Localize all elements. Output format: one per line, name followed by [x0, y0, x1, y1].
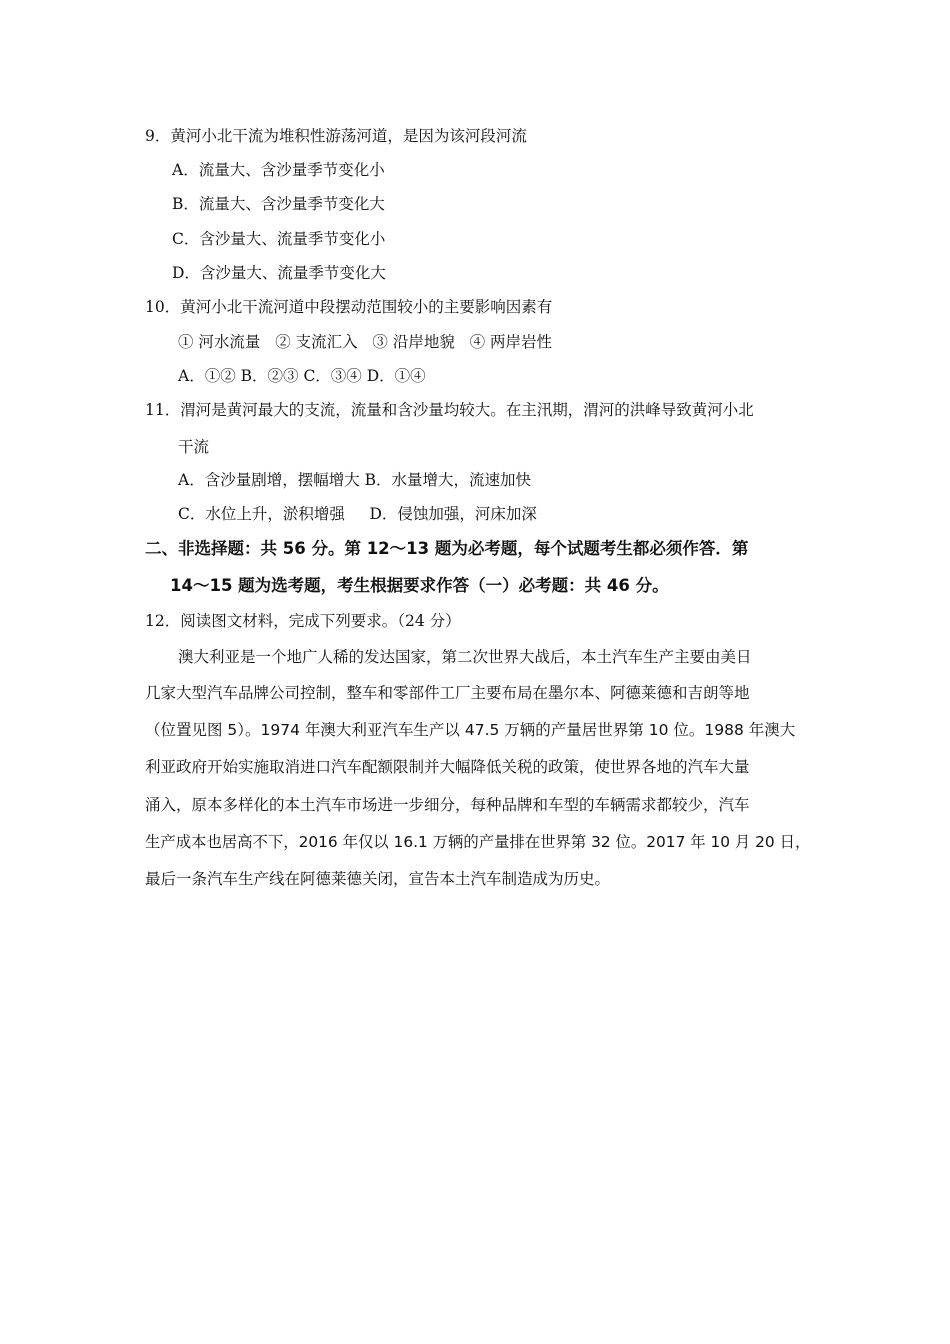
q11-options-line1: A．含沙量剧增，摆幅增大 B．水量增大，流速加快: [178, 471, 532, 489]
q11-stem-line1: 11．渭河是黄河最大的支流，流量和含沙量均较大。在主汛期，渭河的洪峰导致黄河小北: [145, 401, 754, 419]
q12-paragraph-line: 利亚政府开始实施取消进口汽车配额限制并大幅降低关税的政策，使世界各地的汽车大量: [145, 758, 750, 776]
q10-choices: A．①② B．②③ C．③④ D．①④: [178, 367, 426, 385]
q11-stem-line2: 干流: [178, 438, 210, 456]
q10-factors: ① 河水流量 ② 支流汇入 ③ 沿岸地貌 ④ 两岸岩性: [178, 333, 553, 351]
q12-paragraph-line: 最后一条汽车生产线在阿德莱德关闭，宣告本土汽车制造成为历史。: [145, 870, 611, 888]
q9-option-a: A．流量大、含沙量季节变化小: [172, 161, 385, 179]
q11-options-line2: C．水位上升，淤积增强 D．侵蚀加强，河床加深: [178, 505, 537, 523]
q12-paragraph-line: 几家大型汽车品牌公司控制，整车和零部件工厂主要布局在墨尔本、阿德莱德和吉朗等地: [145, 684, 750, 702]
q12-paragraph-line: 生产成本也居高不下，2016 年仅以 16.1 万辆的产量排在世界第 32 位。2017 年 10 月 20 日，: [145, 833, 811, 851]
q12-paragraph-line: 涌入，原本多样化的本土汽车市场进一步细分，每种品牌和车型的车辆需求都较少，汽车: [145, 796, 750, 814]
q10-stem: 10．黄河小北干流河道中段摆动范围较小的主要影响因素有: [145, 298, 553, 316]
q9-stem: 9．黄河小北干流为堆积性游荡河道，是因为该河段河流: [145, 127, 527, 145]
q9-option-d: D．含沙量大、流量季节变化大: [172, 264, 386, 282]
q12-paragraph-line: 澳大利亚是一个地广人稀的发达国家，第二次世界大战后，本土汽车生产主要由美日: [178, 648, 752, 666]
q12-paragraph-line: （位置见图 5）。1974 年澳大利亚汽车生产以 47.5 万辆的产量居世界第 10 位。1988 年澳大: [145, 721, 796, 739]
section2-heading-line1: 二、非选择题：共 56 分。第 12～13 题为必考题，每个试题考生都必须作答．第: [145, 539, 749, 558]
q9-option-c: C．含沙量大、流量季节变化小: [172, 230, 386, 248]
q9-option-b: B．流量大、含沙量季节变化大: [172, 195, 385, 213]
q12-stem: 12．阅读图文材料，完成下列要求。（24 分）: [145, 612, 461, 630]
section2-heading-line2: 14～15 题为选考题，考生根据要求作答（一）必考题：共 46 分。: [170, 576, 669, 595]
